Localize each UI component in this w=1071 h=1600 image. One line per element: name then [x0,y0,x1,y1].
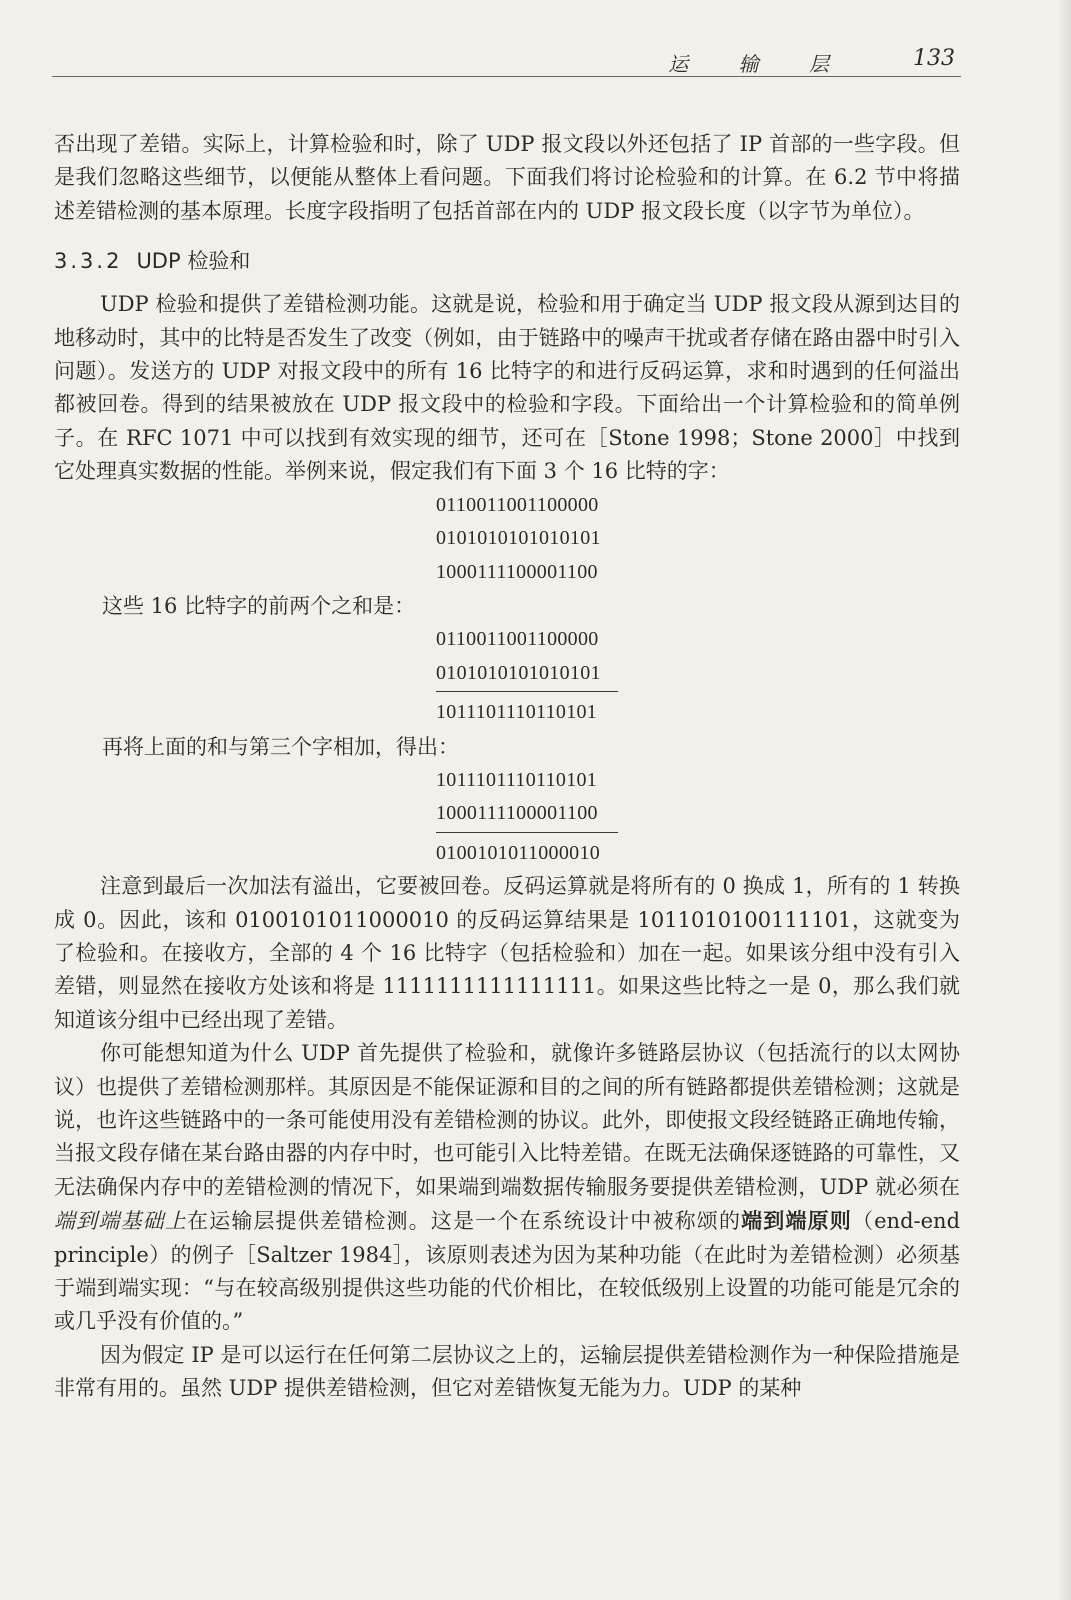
binary-word: 0101010101010101 [436,527,601,550]
binary-word: 0110011001100000 [436,493,599,516]
second-sum-calculation [436,764,618,871]
key-term: 端到端原则 [741,1208,852,1234]
emphasized-text: 端到端基础上 [54,1209,187,1234]
intro-paragraph: 否出现了差错。实际上，计算检验和时，除了 UDP 报文段以外还包括了 IP 首部的一些字段。但是我们忽略这些细节，以便能从整体上看问题。下面我们将讨论检验和的计算。在 6.2 节中将描述差错检测的基本原理。长度字段指明了包括首部在内的 UDP 报文段长度（以字节为单位）。 [54,132,960,223]
overflow-paragraph: 注意到最后一次加法有溢出，它要被回卷。反码运算就是将所有的 0 换成 1，所有的 1 转换成 0。因此，该和 0100101011000010 的反码运算结果是 1011010100111101，这就变为了检验和。在接收方，全部的 4 个 16 比特字（包括检验和）加在一起。如果该分组中没有引入差错，则显然在接收方处该和将是 1111111111111111。如果这些比特之一是 0，那么我们就知道该分组中已经出现了差错。 [54,874,960,1032]
page-edge-shadow [1057,0,1071,1600]
closing-paragraph: 因为假定 IP 是可以运行在任何第二层协议之上的，运输层提供差错检测作为一种保险措施是非常有用的。虽然 UDP 提供差错检测，但它对差错恢复无能为力。UDP 的某种 [54,1342,960,1401]
sum-rule [436,832,618,833]
page-number: 133 [913,46,955,71]
text-run: （end-end principle）的例子［Saltzer 1984］，该原则表述为因为某种功能（在此时为差错检测）必须基于端到端实现：“与在较高级别提供这些功能的代价相比，在较低级别上设置的功能可能是冗余的或几乎没有价值的。” [54,1209,961,1334]
addend: 0101010101010101 [436,661,601,684]
chapter-title: 运 输 层 [668,52,851,76]
section-number: 3.3.2 [54,249,123,274]
page-body [54,128,960,1406]
sum-rule [436,691,618,692]
second-sum-intro: 再将上面的和与第三个字相加，得出： [102,734,459,759]
section-heading [54,244,960,278]
sum-result: 1011101110110101 [436,701,598,724]
end-to-end-paragraph [54,1037,960,1339]
text-run: 你可能想知道为什么 UDP 首先提供了检验和，就像许多链路层协议（包括流行的以太网协议）也提供了差错检测那样。其原因是不能保证源和目的之间的所有链路都提供差错检测；这就是说，也许这些链路中的一条可能使用没有差错检测的协议。此外，即使报文段经链路正确地传输，当报文段存储在某台路由器的内存中时，也可能引入比特差错。在既无法确保逐链路的可靠性，又无法确保内存中的差错检测的情况下，如果端到端数据传输服务要提供差错检测，UDP 就必须在 [54,1041,960,1199]
checksum-intro-paragraph: UDP 检验和提供了差错检测功能。这就是说，检验和用于确定当 UDP 报文段从源到达目的地移动时，其中的比特是否发生了改变（例如，由于链路中的噪声干扰或者存储在路由器中时引入问题）。发送方的 UDP 对报文段中的所有 16 比特字的和进行反码运算，求和时遇到的任何溢出都被回卷。得到的结果被放在 UDP 报文段中的检验和字段。下面给出一个计算检验和的简单例子。在 RFC 1071 中可以找到有效实现的细节，还可在［Stone 1998；Stone 2000］中找到它处理真实数据的性能。举例来说，假定我们有下面 3 个 16 比特的字： [54,292,960,484]
binary-word: 1000111100001100 [436,560,598,583]
addend: 1011101110110101 [436,768,598,791]
first-sum-calculation [436,623,618,730]
running-header [52,42,961,77]
text-run: 在运输层提供差错检测。这是一个在系统设计中被称颂的 [187,1209,742,1234]
first-sum-intro: 这些 16 比特字的前两个之和是： [102,594,416,619]
example-words [436,489,618,590]
sum-result: 0100101011000010 [436,841,601,864]
addend: 1000111100001100 [436,802,598,825]
section-title: UDP 检验和 [136,249,251,274]
addend: 0110011001100000 [436,628,599,651]
